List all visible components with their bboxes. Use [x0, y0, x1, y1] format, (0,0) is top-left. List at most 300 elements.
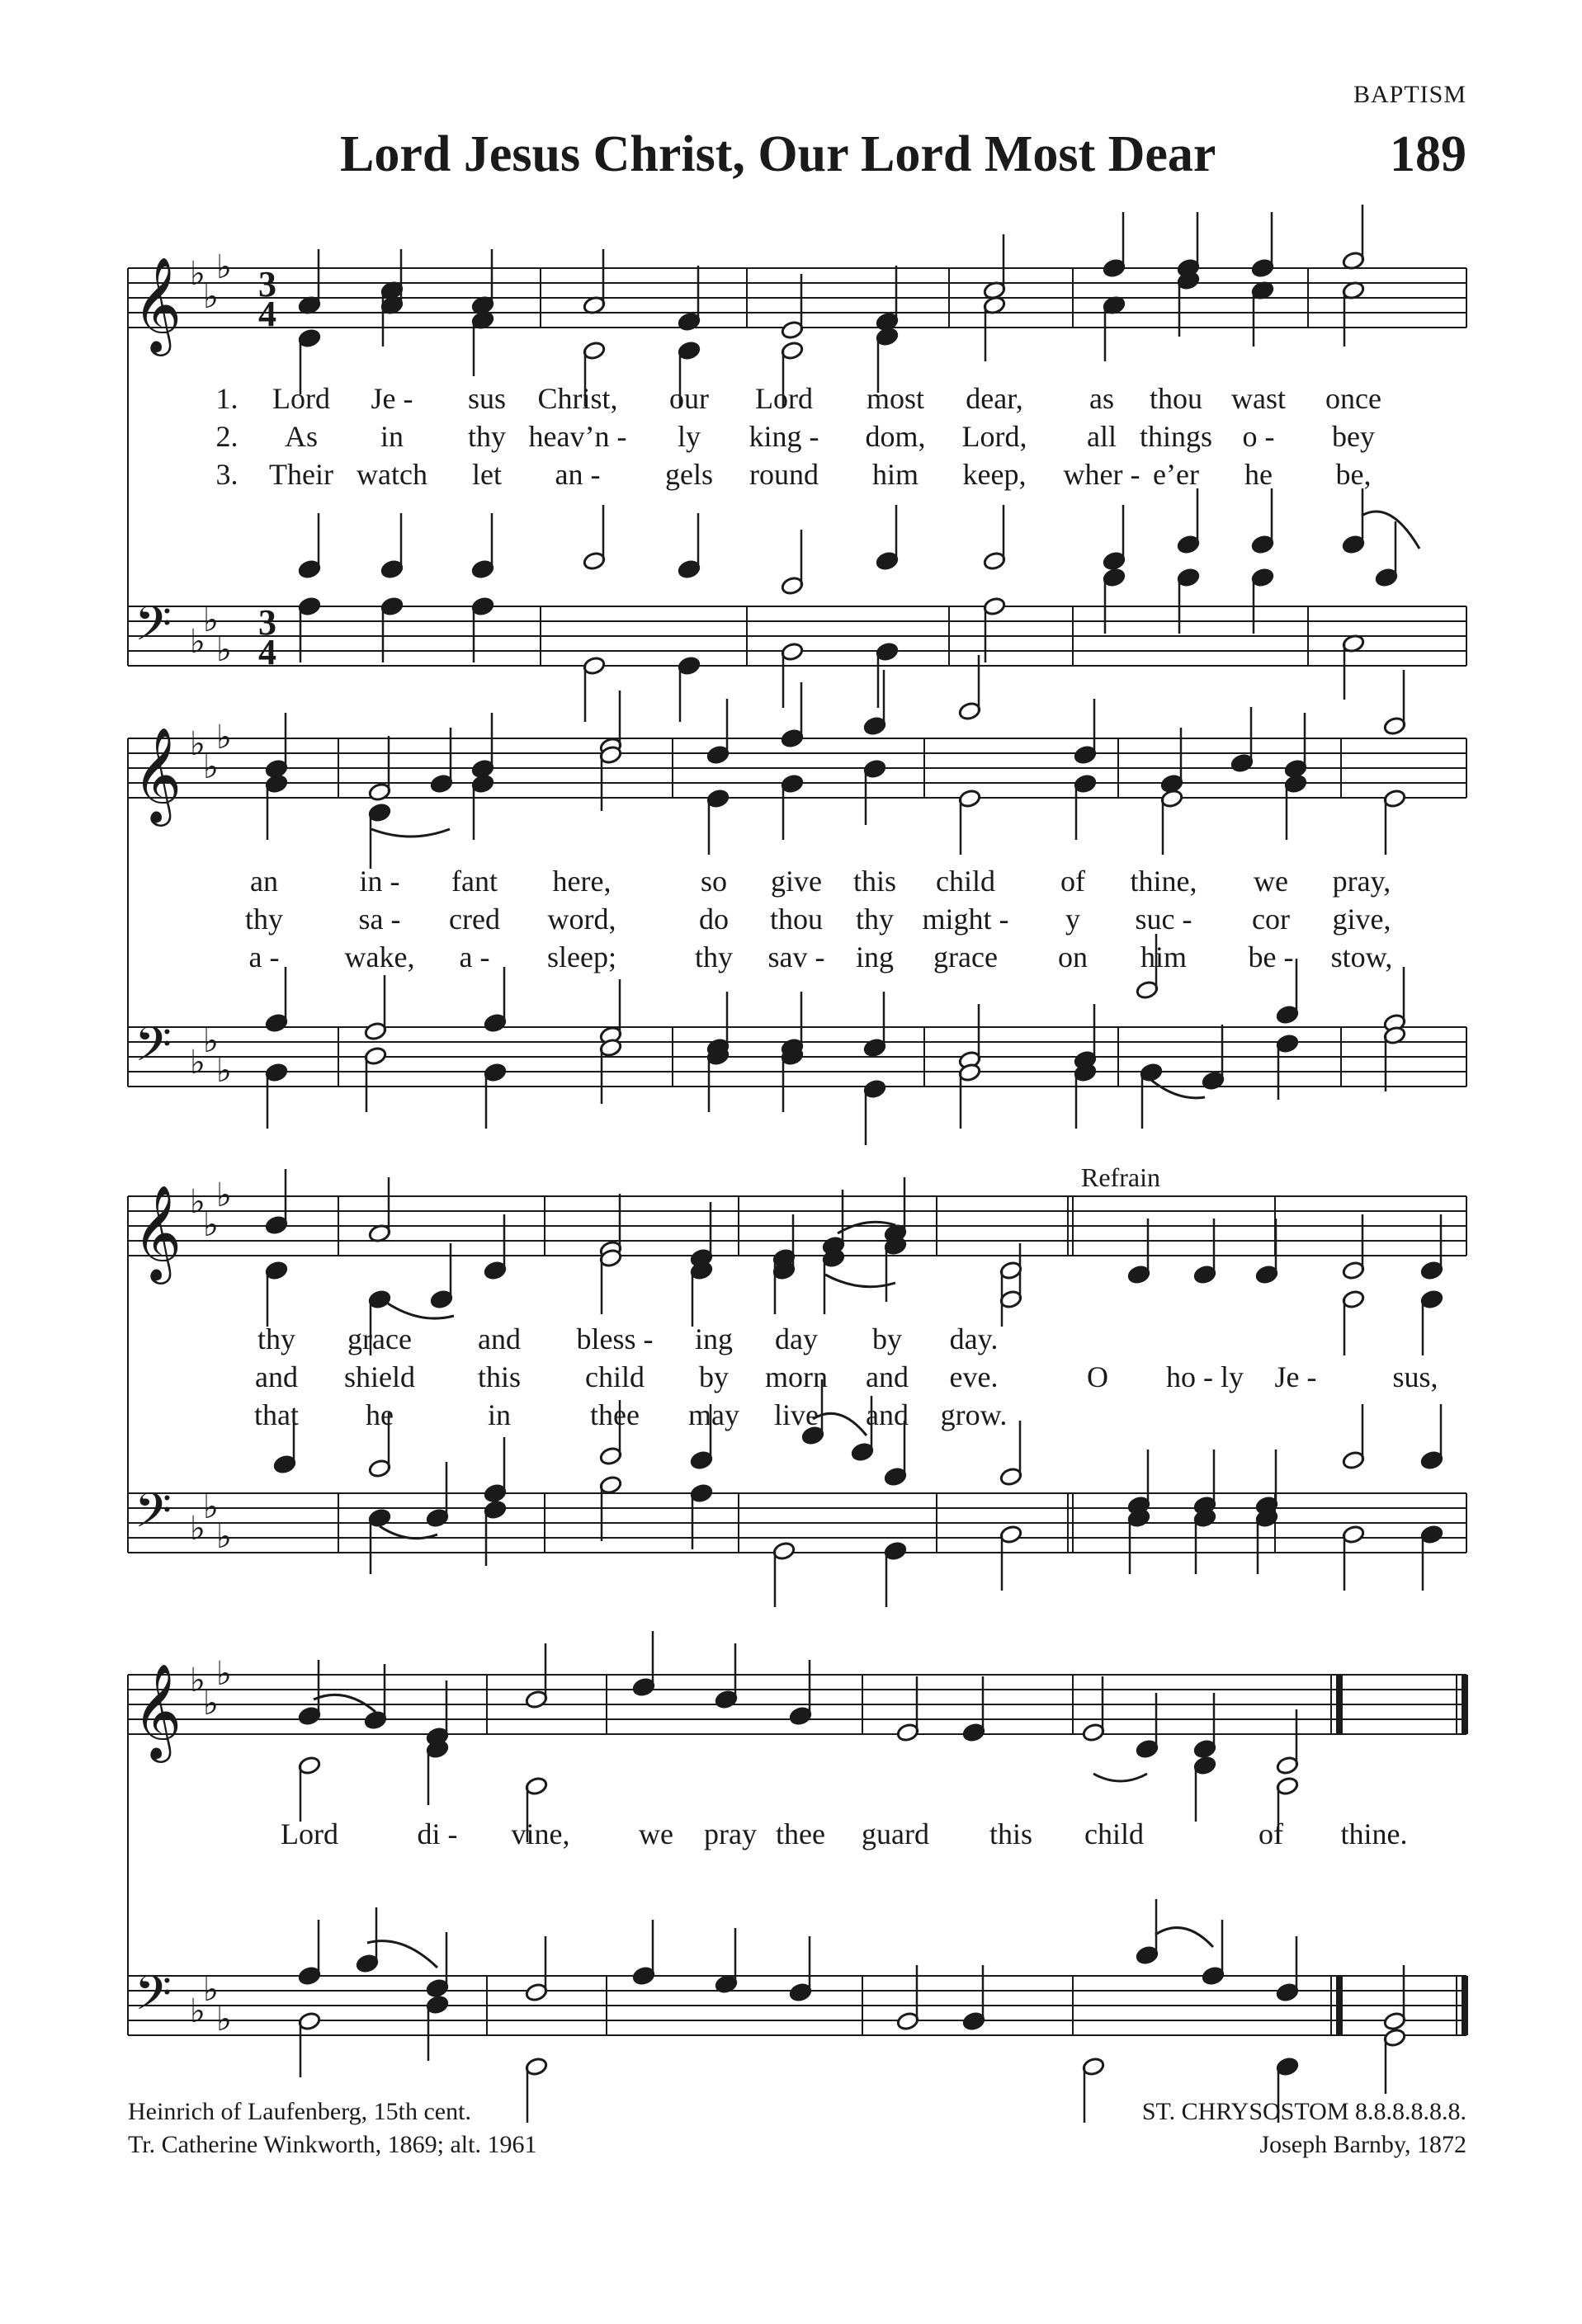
lyric-syllable: our	[669, 382, 709, 415]
note	[599, 1038, 622, 1104]
key-flat-icon: ♭	[216, 2001, 232, 2039]
note	[525, 1643, 548, 1709]
lyric-syllable: this	[852, 865, 897, 898]
lyric-syllable: do	[699, 903, 729, 936]
note	[1342, 1404, 1365, 1470]
lyric-syllable: that	[254, 1398, 299, 1431]
lyric-syllable: thine,	[1130, 865, 1197, 898]
note	[1193, 1508, 1216, 1574]
note	[1383, 2028, 1406, 2094]
key-flat-icon: ♭	[216, 248, 232, 286]
lyric-syllable: pray	[704, 1817, 757, 1850]
lyric-syllable: thy	[855, 903, 895, 936]
lyric-syllable: watch	[357, 458, 427, 491]
lyric-syllable: by	[872, 1322, 902, 1355]
lyric-syllable: As	[284, 420, 319, 453]
lyric-syllable: dear,	[966, 382, 1023, 415]
lyric-syllable: sleep;	[547, 940, 616, 973]
key-flat-icon: ♭	[190, 1183, 205, 1221]
note	[265, 1063, 288, 1129]
bass-clef-icon: 𝄢	[135, 1483, 172, 1550]
lyric-syllable: suc -	[1135, 903, 1192, 936]
note	[876, 642, 899, 708]
lyric-syllable: thy	[257, 1322, 296, 1355]
lyric-syllable: live	[774, 1398, 819, 1431]
lyric-syllable: ing	[694, 1322, 734, 1355]
lyric-syllable: ly	[677, 420, 701, 453]
note	[1255, 1219, 1278, 1285]
lyric-syllable: thou	[1149, 382, 1203, 415]
key-flat-icon: ♭	[216, 1655, 232, 1693]
note	[484, 1063, 507, 1129]
note	[1342, 1525, 1365, 1591]
note	[876, 505, 899, 571]
bass-clef-icon: 𝄢	[135, 1965, 172, 2033]
note	[426, 1739, 449, 1805]
note	[1136, 1693, 1159, 1759]
lyric-syllable: of	[1060, 865, 1085, 898]
note	[1383, 789, 1406, 855]
note	[1284, 774, 1307, 840]
note	[772, 1248, 796, 1314]
lyric-syllable: here,	[552, 865, 612, 898]
lyric-syllable: Their	[269, 458, 333, 491]
note	[599, 979, 622, 1045]
note	[599, 1248, 622, 1314]
lyric-syllable: day	[775, 1322, 818, 1355]
note	[1103, 568, 1126, 634]
lyric-syllable: stow,	[1330, 940, 1393, 973]
lyric-syllable: sus	[467, 382, 507, 415]
lyric-syllable: ho - ly	[1166, 1360, 1244, 1393]
note	[999, 1525, 1022, 1591]
lyric-syllable: e’er	[1153, 458, 1199, 491]
note	[958, 1004, 981, 1070]
lyric-syllable: Je -	[371, 382, 413, 415]
lyric-syllable: dom,	[865, 420, 926, 453]
note	[1140, 1063, 1163, 1129]
key-flat-icon: ♭	[203, 1971, 219, 2009]
treble-clef-icon: 𝄞	[133, 256, 182, 352]
lyric-syllable: di -	[417, 1817, 458, 1850]
note	[715, 1643, 738, 1709]
note	[876, 266, 899, 332]
key-flat-icon: ♭	[203, 1206, 219, 1244]
note	[1202, 1025, 1225, 1091]
lyric-syllable: day.	[949, 1322, 999, 1355]
lyric-syllable: child	[1084, 1817, 1144, 1850]
lyric-syllable: be -	[1248, 940, 1294, 973]
lyric-syllable: thou	[769, 903, 824, 936]
lyric-syllable: and	[478, 1322, 521, 1355]
note	[789, 1660, 812, 1726]
note	[1127, 1508, 1150, 1574]
note	[368, 803, 391, 869]
note	[298, 1660, 321, 1726]
note	[426, 1995, 449, 2061]
lyric-syllable: by	[699, 1360, 729, 1393]
note	[1177, 212, 1200, 278]
lyric-syllable: guard	[862, 1817, 929, 1850]
slur	[380, 1526, 437, 1539]
note	[1383, 670, 1406, 736]
lyric-syllable: in -	[359, 865, 400, 898]
note	[863, 670, 886, 736]
key-flat-icon: ♭	[216, 1176, 232, 1214]
note	[1420, 1289, 1443, 1355]
key-flat-icon: ♭	[216, 719, 232, 757]
note	[298, 596, 321, 662]
note	[1255, 1450, 1278, 1516]
lyric-syllable: an -	[555, 458, 601, 491]
note	[583, 505, 606, 571]
lyric-syllable: child	[936, 865, 995, 898]
hymn-number: 189	[1390, 126, 1466, 182]
lyric-syllable: sav -	[767, 940, 825, 973]
lyric-syllable: things	[1139, 420, 1213, 453]
note	[368, 1508, 391, 1574]
note	[1074, 699, 1097, 765]
lyric-syllable: this	[989, 1817, 1033, 1850]
lyric-syllable: a -	[248, 940, 280, 973]
lyric-syllable: ing	[855, 940, 895, 973]
note	[368, 736, 391, 802]
note	[690, 1483, 713, 1549]
note	[471, 774, 494, 840]
note	[1193, 1219, 1216, 1285]
lyric-syllable: bless -	[576, 1322, 654, 1355]
note	[1193, 1756, 1216, 1822]
note	[1251, 212, 1274, 278]
note	[958, 789, 981, 855]
note	[1082, 1676, 1105, 1742]
note	[265, 1169, 288, 1235]
note	[1127, 1450, 1150, 1516]
note	[265, 1261, 288, 1327]
note	[583, 656, 606, 722]
tune-name-line: ST. CHRYSOSTOM 8.8.8.8.8.8.	[1141, 2098, 1466, 2125]
treble-staff	[128, 1196, 1466, 1256]
hymn-title: Lord Jesus Christ, Our Lord Most Dear	[340, 126, 1216, 182]
note	[781, 774, 804, 840]
key-flat-icon: ♭	[203, 1685, 219, 1723]
lyric-syllable: thy	[467, 420, 507, 453]
note	[471, 310, 494, 376]
lyric-syllable: on	[1058, 940, 1088, 973]
note	[1284, 713, 1307, 779]
note	[1276, 1034, 1299, 1100]
note	[1193, 1693, 1216, 1759]
time-signature: 3	[258, 264, 276, 304]
note	[1074, 774, 1097, 840]
section-label: BAPTISM	[1353, 81, 1466, 108]
note	[484, 1214, 507, 1280]
note	[484, 967, 507, 1033]
note	[1230, 707, 1254, 773]
key-flat-icon: ♭	[190, 255, 205, 293]
note	[781, 530, 804, 596]
note	[364, 1046, 387, 1112]
lyric-syllable: so	[700, 865, 728, 898]
lyric-syllable: a -	[459, 940, 490, 973]
lyric-syllable: grow.	[940, 1398, 1008, 1431]
note	[1074, 1063, 1097, 1129]
note	[678, 656, 701, 722]
bass-staff	[128, 1976, 1466, 2035]
lyric-syllable: bey	[1332, 420, 1375, 453]
lyric-syllable: morn	[765, 1360, 828, 1393]
lyric-syllable: Lord	[281, 1817, 338, 1850]
note	[298, 1920, 321, 1986]
slur	[371, 829, 450, 837]
note	[1342, 1214, 1365, 1280]
note	[1342, 1289, 1365, 1355]
note	[1251, 488, 1274, 554]
note	[863, 992, 886, 1058]
author-line: Heinrich of Laufenberg, 15th cent.	[128, 2098, 471, 2125]
lyric-syllable: an	[250, 865, 278, 898]
note	[1177, 488, 1200, 554]
lyric-syllable: and	[866, 1398, 909, 1431]
treble-clef-icon: 𝄞	[133, 1184, 182, 1280]
lyric-syllable: king -	[748, 420, 819, 453]
key-flat-icon: ♭	[190, 725, 205, 763]
slur	[314, 1695, 375, 1712]
lyric-syllable: in	[380, 420, 404, 453]
lyric-syllable: we	[1254, 865, 1288, 898]
note	[484, 1437, 507, 1503]
composer-line: Joseph Barnby, 1872	[1259, 2131, 1466, 2158]
note	[1177, 568, 1200, 634]
note	[1276, 1936, 1299, 2002]
lyric-syllable: vine,	[511, 1817, 570, 1850]
treble-clef-icon: 𝄞	[133, 726, 182, 823]
time-signature: 3	[258, 602, 276, 643]
note	[471, 513, 494, 579]
lyric-syllable: in	[487, 1398, 512, 1431]
lyric-syllable: sa -	[358, 903, 401, 936]
lyric-syllable: wast	[1231, 382, 1286, 415]
lyric-syllable: sus,	[1392, 1360, 1438, 1393]
note	[632, 1631, 655, 1697]
lyric-syllable: and	[866, 1360, 909, 1393]
note	[863, 1079, 886, 1145]
lyric-syllable: he	[366, 1398, 394, 1431]
note	[1342, 488, 1365, 554]
note	[265, 774, 288, 840]
note	[884, 1541, 907, 1607]
note	[1420, 1525, 1443, 1591]
note	[1136, 1899, 1159, 1965]
lyric-syllable: all	[1087, 420, 1117, 453]
text-credit	[128, 2095, 536, 2161]
note	[1202, 1920, 1225, 1986]
lyric-syllable: thee	[776, 1817, 825, 1850]
note	[706, 699, 730, 765]
key-flat-icon: ♭	[216, 1518, 232, 1556]
key-flat-icon: ♭	[216, 1052, 232, 1090]
note	[1383, 1025, 1406, 1091]
lyric-syllable: o -	[1242, 420, 1275, 453]
time-signature: 4	[258, 632, 276, 672]
lyric-syllable: 1.	[215, 382, 238, 415]
lyric-syllable: word,	[547, 903, 616, 936]
note	[426, 1681, 449, 1747]
lyric-syllable: Lord	[755, 382, 813, 415]
note	[983, 505, 1006, 571]
slur	[1362, 511, 1419, 549]
lyric-syllable: y	[1065, 903, 1080, 936]
lyric-syllable: this	[477, 1360, 522, 1393]
note	[690, 1202, 713, 1268]
lyric-syllable: Lord,	[961, 420, 1027, 453]
lyric-syllable: thy	[694, 940, 734, 973]
treble-clef-icon: 𝄞	[133, 1662, 182, 1759]
note	[298, 1756, 321, 1822]
note	[690, 1261, 713, 1327]
lyric-syllable: him	[871, 458, 919, 491]
key-flat-icon: ♭	[203, 278, 219, 316]
note	[1074, 1004, 1097, 1070]
lyric-syllable: of	[1259, 1817, 1283, 1850]
treble-staff	[128, 1675, 1466, 1734]
translator-line: Tr. Catherine Winkworth, 1869; alt. 1961	[128, 2131, 537, 2158]
lyric-syllable: fant	[451, 865, 498, 898]
lyric-syllable: most	[866, 382, 925, 415]
note	[298, 2011, 321, 2077]
lyric-syllable: wher -	[1063, 458, 1140, 491]
lyric-syllable: him	[1140, 940, 1188, 973]
note	[1127, 1219, 1150, 1285]
key-flat-icon: ♭	[190, 623, 205, 661]
note	[265, 967, 288, 1033]
note	[632, 1920, 655, 1986]
lyric-syllable: Lord	[272, 382, 330, 415]
note	[1420, 1214, 1443, 1280]
lyric-syllable: we	[639, 1817, 673, 1850]
slur	[1093, 1774, 1147, 1781]
key-flat-icon: ♭	[203, 601, 219, 639]
lyric-syllable: and	[255, 1360, 298, 1393]
lyric-syllable: thine.	[1340, 1817, 1408, 1850]
note	[1383, 967, 1406, 1033]
note	[599, 745, 622, 811]
refrain-label: Refrain	[1081, 1162, 1160, 1192]
note	[678, 513, 701, 579]
lyric-syllable: cor	[1252, 903, 1290, 936]
lyric-syllable: thy	[244, 903, 284, 936]
bass-clef-icon: 𝄢	[135, 596, 172, 663]
note	[1342, 205, 1365, 271]
note	[1082, 2057, 1105, 2123]
note	[983, 596, 1006, 662]
lyric-syllable: he	[1244, 458, 1273, 491]
note	[471, 713, 494, 779]
note	[430, 1243, 453, 1309]
note	[426, 1462, 449, 1528]
lyric-syllable: wake,	[344, 940, 415, 973]
lyric-syllable: be,	[1335, 458, 1372, 491]
key-flat-icon: ♭	[203, 1488, 219, 1526]
key-flat-icon: ♭	[190, 1044, 205, 1082]
key-flat-icon: ♭	[190, 1662, 205, 1699]
system-4	[128, 1675, 1466, 2035]
note	[426, 1932, 449, 1998]
key-flat-icon: ♭	[190, 1992, 205, 2030]
note	[1251, 568, 1274, 634]
note	[484, 1500, 507, 1566]
lyric-syllable: once	[1325, 382, 1381, 415]
note	[958, 1063, 981, 1129]
note	[1375, 521, 1398, 587]
note	[525, 1936, 548, 2002]
note	[772, 1541, 796, 1607]
note	[298, 513, 321, 579]
slur	[825, 1275, 895, 1287]
note	[822, 1190, 845, 1256]
bass-clef-icon: 𝄢	[135, 1016, 172, 1084]
tune-credit	[1142, 2095, 1466, 2161]
lyric-syllable: give,	[1332, 903, 1391, 936]
lyric-syllable: Je -	[1274, 1360, 1317, 1393]
lyric-syllable: shield	[344, 1360, 415, 1393]
note	[1177, 271, 1200, 337]
note	[781, 1046, 804, 1112]
lyric-syllable: cred	[449, 903, 500, 936]
lyric-syllable: thee	[590, 1398, 640, 1431]
lyric-syllable: pray,	[1332, 865, 1391, 898]
note	[364, 975, 387, 1041]
lyric-syllable: child	[585, 1360, 645, 1393]
slur	[1155, 1928, 1213, 1947]
note	[1420, 1404, 1443, 1470]
note	[380, 596, 404, 662]
lyric-syllable: as	[1089, 382, 1114, 415]
lyric-syllable: give	[771, 865, 822, 898]
lyric-syllable: eve.	[949, 1360, 999, 1393]
note	[1103, 212, 1126, 278]
note	[1193, 1450, 1216, 1516]
lyric-syllable: grace	[933, 940, 998, 973]
lyric-syllable: gels	[665, 458, 713, 491]
note	[678, 266, 701, 332]
lyric-syllable: keep,	[962, 458, 1027, 491]
lyric-syllable: 3.	[215, 458, 238, 491]
lyric-syllable: Christ,	[537, 382, 618, 415]
lyric-syllable: 2.	[215, 420, 238, 453]
lyric-syllable: may	[688, 1398, 739, 1431]
time-signature: 4	[258, 294, 276, 334]
note	[789, 1936, 812, 2002]
lyric-syllable: O	[1087, 1360, 1108, 1393]
lyric-syllable: heav’n -	[528, 420, 627, 453]
lyric-syllable: round	[749, 458, 819, 491]
note	[1103, 505, 1126, 571]
key-flat-icon: ♭	[216, 631, 232, 669]
note	[715, 1928, 738, 1994]
note	[863, 759, 886, 825]
key-flat-icon: ♭	[203, 748, 219, 786]
note	[380, 513, 404, 579]
note	[896, 1676, 919, 1742]
key-flat-icon: ♭	[203, 1022, 219, 1060]
note	[706, 1046, 730, 1112]
note	[706, 789, 730, 855]
lyric-syllable: let	[472, 458, 502, 491]
key-flat-icon: ♭	[190, 1510, 205, 1548]
note	[265, 713, 288, 779]
lyric-syllable: might -	[922, 903, 1009, 936]
